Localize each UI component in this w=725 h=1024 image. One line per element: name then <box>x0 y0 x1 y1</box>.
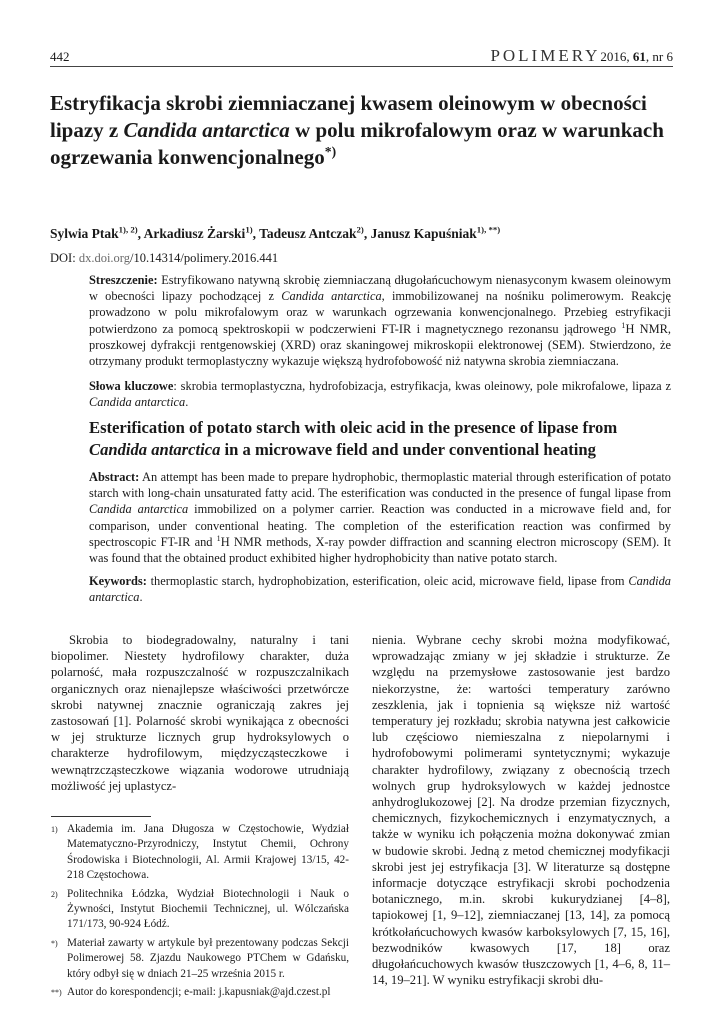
title-pl-footnote-mark: *) <box>324 144 337 159</box>
author: Arkadiusz Żarski$^{1)}$, <box>143 224 260 241</box>
journal-name: POLIMERY <box>490 46 601 65</box>
page-number: 442 <box>50 49 70 64</box>
journal-volume: 61 <box>632 49 646 64</box>
keywords-pl: Słowa kluczowe: skrobia termoplastyczna, hydrofobizacja, estryfikacja, kwas oleinowy, pole mikrofalowe, lipaza z Candida antarctica. <box>89 379 672 410</box>
body-column-right: nienia. Wybrane cechy skrobi można modyfikować, wprowadzając zmiany w jej składzie i strukturze. Ze względu na przemysłowe zastosowanie jest bardzo niekorzystne, że: wartości temperatury zarówno zeszklenia, jak i topnienia są większe niż wartość temperatury jej rozkładu; skrobia natywna jest całkowicie lub częściowo niemieszalna z niepolarnymi i hydrofobowymi polimerami syntetycznymi; wykazuje charakter hydrofilowy, związany z obecnością trzech wolnych grup hydroksylowych w każdej jednostce anhydroglukozowej [2]. Na drodze przemian fizycznych, chemicznych, fizykochemicznych i enzymatycznych, a także w wyniku ich połączenia można dokonywać zmian w budowie skrobi. Jedną z metod chemicznej modyfikacji skrobi jest jej estryfikacja [3]. W literaturze są dostępne informacje dotyczące estryfikacji skrobi pochodzenia botanicznego, m.in. skrobi kukurydzianej [4–8], tapiokowej [1, 9–12], ziemniaczanej [13, 14], za pomocą krótkołańcuchowych kwasów karboksylowych [7, 15, 16], bezwodników kwasowych [17, 18] oraz długołańcuchowych kwasów tłuszczowych [1, 4–6, 8, 11–14, 19–21]. W wyniku estryfikacji skrobi dłu- <box>372 633 670 988</box>
footnote: 1) Akademia im. Jana Długosza w Częstochowie, Wydział Matematyczno-Przyrodniczy, Instytut Chemii, Ochrony Środowiska i Biotechnologii, Al. Armii Krajowej 13/15, 42-218 Częstochowa. <box>51 823 349 882</box>
doi-link[interactable]: dx.doi.org <box>78 251 130 265</box>
author-list <box>50 226 670 242</box>
journal-issue: , nr 6 <box>645 49 673 64</box>
doi <box>50 251 278 266</box>
abstract-en: Abstract: An attempt has been made to prepare hydrophobic, thermoplastic material through esterification of potato starch with long-chain unsaturated fatty acid. The esterification was conducted in the presence of fungal lipase from Candida antarctica immobilized on a polymer carrier. Reaction was conducted in a microwave field and, for comparison, under conventional heating. The completion of the esterification reaction was confirmed by spectroscopic FT-IR and $^1$H NMR methods, X-ray powder diffraction and scanning electron microscopy (SEM). It was found that the obtained product exhibited higher hydrophobicity than native potato starch. <box>89 470 671 566</box>
title-pl-part1: Estryfikacja skrobi ziemniaczanej kwasem oleinowym w obecności lipazy z <box>50 91 647 142</box>
abstract-en-label: Abstract: <box>89 470 140 484</box>
author: Sylwia Ptak$^{1), 2)}$, <box>50 224 144 241</box>
doi-suffix: /10.14314/polimery.2016.441 <box>130 251 279 265</box>
keywords-pl-label: Słowa kluczowe <box>89 379 174 393</box>
title-pl-part2: w polu mikrofalowym oraz w warunkach ogrzewania konwencjonalnego <box>50 118 664 169</box>
footnote: 2) Politechnika Łódzka, Wydział Biotechnologii i Nauk o Żywności, Instytut Biochemii Technicznej, ul. Wólczańska 171/173, 90-924 Łódź. <box>51 887 349 931</box>
header-rule <box>50 66 673 67</box>
abstract-pl-label: Streszczenie: <box>89 273 158 287</box>
body-column-left: Skrobia to biodegradowalny, naturalny i tani biopolimer. Niestety hydrofilowy charakter, duża polarność, mała rozpuszczalność w rozpuszczalnikach organicznych oraz nienajlepsze właściwości przetwórcze skrobi natywnej znacznie ograniczają zakres jej zastosowań [1]. Polarność skrobi wynikająca z obecności w jej strukturze licznych grup hydroksylowych o charakterze hydrofilowym, międzycząsteczkowe i wewnątrzcząsteczkowe wiązania wodorowe utrudniają możliwość jej uplastycz- <box>51 633 349 793</box>
footnote-rule <box>51 816 151 817</box>
author: Tadeusz Antczak$^{2)}$, <box>259 224 371 241</box>
footnote: **) Autor do korespondencji; e-mail: j.kapusniak@ajd.czest.pl <box>51 986 331 999</box>
footnote: *) Materiał zawarty w artykule był prezentowany podczas Sekcji Polimerowej 58. Zjazdu Naukowego PTChem w Gdańsku, który odbył się w dniach 21–25 września 2015 r. <box>51 936 349 980</box>
keywords-en: Keywords: thermoplastic starch, hydrophobization, esterification, oleic acid, microwave field, lipase from Candida antarctica. <box>89 574 671 605</box>
article-title-pl <box>50 90 670 171</box>
journal-year: 2016, <box>600 49 630 64</box>
doi-label: DOI: <box>50 251 79 265</box>
footnotes <box>51 822 349 1003</box>
journal-header <box>490 46 673 66</box>
author: Janusz Kapuśniak$^{1), **)}$ <box>370 224 501 241</box>
article-title-en: Esterification of potato starch with oleic acid in the presence of lipase from Candida antarctica in a microwave field and under conventional heating <box>89 418 618 459</box>
abstract-pl: Streszczenie: Estryfikowano natywną skrobię ziemniaczaną długołańcuchowym nienasyconym kwasem oleinowym w obecności lipazy pochodzącej z Candida antarctica, immobilizowanej na nośniku polimerowym. Reakcję prowadzono w polu mikrofalowym oraz w warunkach ogrzewania konwencjonalnego. Przebieg estryfikacji potwierdzono za pomocą spektroskopii w podczerwieni FT-IR i magnetycznego rezonansu jądrowego $^1$H NMR, proszkowej dyfrakcji rentgenowskiej (XRD) oraz skaningowej mikroskopii elektronowej (SEM). Stwierdzono, że otrzymany produkt termoplastyczny wykazuje większą hydrofobowość niż natywna skrobia ziemniaczana. <box>89 273 671 369</box>
keywords-en-label: Keywords: <box>89 574 147 588</box>
title-pl-species: Candida antarctica <box>123 118 290 142</box>
